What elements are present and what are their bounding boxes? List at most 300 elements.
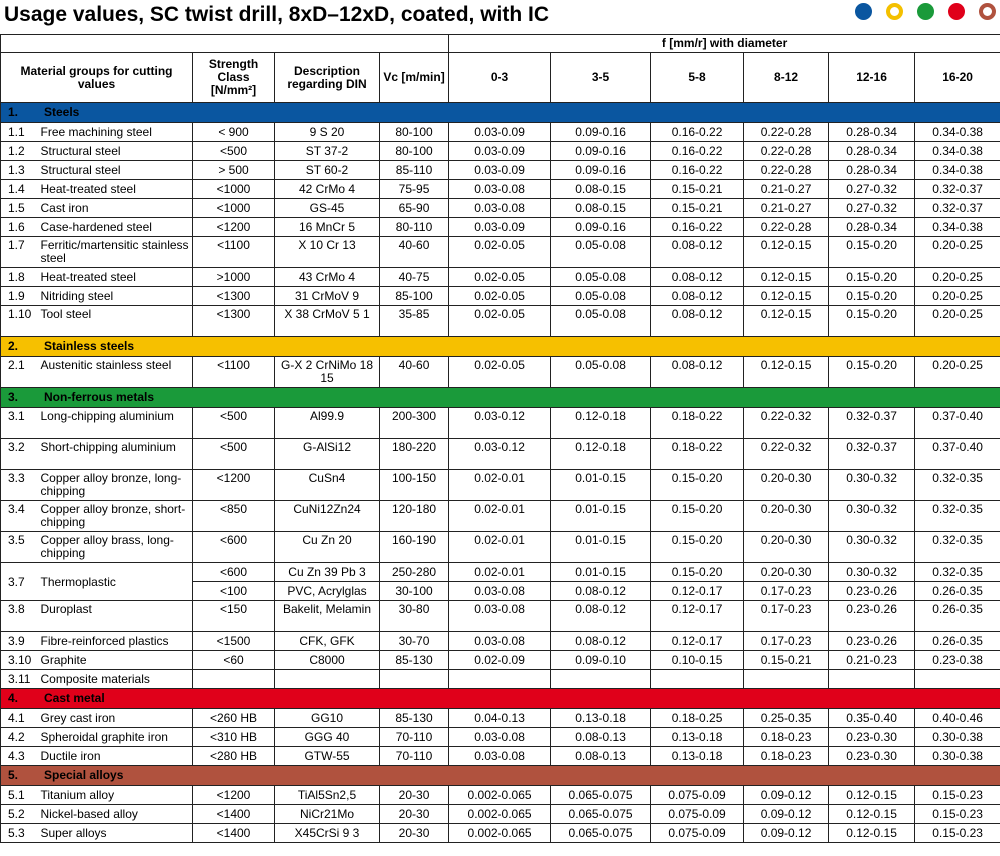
vc-value: 70-110 (380, 747, 449, 766)
feed-value-8-12: 0.18-0.23 (744, 728, 829, 747)
feed-value-3-5: 0.05-0.08 (551, 287, 651, 306)
table-row (1, 786, 1000, 805)
feed-value-3-5: 0.12-0.18 (551, 408, 651, 439)
feed-value-8-12: 0.12-0.15 (744, 287, 829, 306)
feed-value-5-8: 0.08-0.12 (651, 268, 744, 287)
strength-class (193, 670, 275, 689)
header-diameter-3-5: 3-5 (551, 53, 651, 103)
material-name: Structural steel (39, 161, 193, 180)
feed-value-0-3: 0.02-0.05 (449, 268, 551, 287)
table-row (1, 237, 1000, 268)
feed-value-0-3 (449, 670, 551, 689)
feed-value-5-8: 0.16-0.22 (651, 218, 744, 237)
feed-value-0-3: 0.02-0.05 (449, 357, 551, 388)
material-name: Heat-treated steel (39, 268, 193, 287)
strength-class: <1100 (193, 357, 275, 388)
feed-value-16-20: 0.32-0.37 (915, 199, 1000, 218)
feed-value-3-5: 0.08-0.15 (551, 180, 651, 199)
feed-value-0-3: 0.04-0.13 (449, 709, 551, 728)
feed-value-3-5: 0.13-0.18 (551, 709, 651, 728)
feed-value-12-16: 0.28-0.34 (829, 123, 915, 142)
table-row (1, 268, 1000, 287)
row-number: 1.1 (1, 123, 39, 142)
strength-class: <1300 (193, 287, 275, 306)
header-material: Material groups for cutting values (1, 53, 193, 103)
din-description: 43 CrMo 4 (275, 268, 380, 287)
strength-class: <500 (193, 408, 275, 439)
feed-value-5-8 (651, 670, 744, 689)
feed-value-5-8: 0.15-0.20 (651, 532, 744, 563)
feed-value-3-5: 0.05-0.08 (551, 268, 651, 287)
row-number: 5.2 (1, 805, 39, 824)
feed-value-16-20: 0.32-0.35 (915, 501, 1000, 532)
feed-value-0-3: 0.03-0.08 (449, 180, 551, 199)
feed-value-5-8: 0.16-0.22 (651, 123, 744, 142)
strength-class: > 500 (193, 161, 275, 180)
strength-class: <150 (193, 601, 275, 632)
section-number: 2. (8, 339, 19, 353)
feed-value-5-8: 0.18-0.22 (651, 408, 744, 439)
material-name: Long-chipping aluminium (39, 408, 193, 439)
header-diameter-16-20: 16-20 (915, 53, 1000, 103)
feed-value-8-12: 0.09-0.12 (744, 805, 829, 824)
vc-value: 65-90 (380, 199, 449, 218)
feed-value-3-5: 0.05-0.08 (551, 357, 651, 388)
feed-value-8-12 (744, 670, 829, 689)
feed-value-3-5: 0.05-0.08 (551, 306, 651, 337)
feed-value-5-8: 0.15-0.20 (651, 501, 744, 532)
row-number: 3.10 (1, 651, 39, 670)
vc-value: 75-95 (380, 180, 449, 199)
red-dot (948, 3, 965, 20)
feed-value-5-8: 0.15-0.20 (651, 563, 744, 582)
row-number: 1.3 (1, 161, 39, 180)
feed-value-0-3: 0.002-0.065 (449, 805, 551, 824)
feed-value-0-3: 0.03-0.09 (449, 161, 551, 180)
feed-value-0-3: 0.02-0.09 (449, 651, 551, 670)
feed-value-5-8: 0.12-0.17 (651, 582, 744, 601)
feed-value-3-5: 0.08-0.12 (551, 582, 651, 601)
feed-value-12-16: 0.23-0.26 (829, 632, 915, 651)
feed-value-12-16 (829, 670, 915, 689)
table-row (1, 747, 1000, 766)
green-dot (917, 3, 934, 20)
feed-value-3-5: 0.08-0.15 (551, 199, 651, 218)
din-description: G-AlSi12 (275, 439, 380, 470)
din-description: C8000 (275, 651, 380, 670)
page-title: Usage values, SC twist drill, 8xD–12xD, coated, with IC (4, 3, 550, 26)
row-number: 3.2 (1, 439, 39, 470)
feed-value-12-16: 0.21-0.23 (829, 651, 915, 670)
strength-class: < 900 (193, 123, 275, 142)
strength-class: <1200 (193, 470, 275, 501)
row-number: 1.4 (1, 180, 39, 199)
feed-value-5-8: 0.075-0.09 (651, 786, 744, 805)
strength-class: <1300 (193, 306, 275, 337)
din-description: TiAl5Sn2,5 (275, 786, 380, 805)
material-name: Thermoplastic (39, 563, 193, 601)
row-number: 1.9 (1, 287, 39, 306)
feed-value-16-20: 0.23-0.38 (915, 651, 1000, 670)
material-name: Copper alloy bronze, short-chipping (39, 501, 193, 532)
feed-value-16-20: 0.30-0.38 (915, 747, 1000, 766)
feed-value-12-16: 0.12-0.15 (829, 805, 915, 824)
din-description: 16 MnCr 5 (275, 218, 380, 237)
vc-value: 80-110 (380, 218, 449, 237)
feed-value-5-8: 0.15-0.20 (651, 470, 744, 501)
row-number: 3.5 (1, 532, 39, 563)
feed-value-8-12: 0.20-0.30 (744, 501, 829, 532)
feed-value-0-3: 0.03-0.08 (449, 601, 551, 632)
material-name: Structural steel (39, 142, 193, 161)
feed-value-16-20: 0.30-0.38 (915, 728, 1000, 747)
feed-value-0-3: 0.03-0.12 (449, 408, 551, 439)
header-diameter-8-12: 8-12 (744, 53, 829, 103)
feed-value-8-12: 0.22-0.28 (744, 123, 829, 142)
title-bar (0, 0, 1000, 34)
feed-value-16-20: 0.32-0.35 (915, 470, 1000, 501)
feed-value-8-12: 0.12-0.15 (744, 357, 829, 388)
material-name: Heat-treated steel (39, 180, 193, 199)
row-number: 3.4 (1, 501, 39, 532)
table-row (1, 824, 1000, 843)
feed-value-16-20: 0.15-0.23 (915, 824, 1000, 843)
feed-value-16-20: 0.26-0.35 (915, 582, 1000, 601)
feed-value-0-3: 0.03-0.09 (449, 142, 551, 161)
section-header (1, 103, 1000, 123)
feed-value-16-20: 0.20-0.25 (915, 268, 1000, 287)
feed-value-8-12: 0.20-0.30 (744, 532, 829, 563)
feed-value-12-16: 0.23-0.30 (829, 728, 915, 747)
feed-value-8-12: 0.17-0.23 (744, 601, 829, 632)
material-name: Fibre-reinforced plastics (39, 632, 193, 651)
header-description: Description regarding DIN (275, 53, 380, 103)
din-description: CuNi12Zn24 (275, 501, 380, 532)
vc-value: 200-300 (380, 408, 449, 439)
table-row (1, 357, 1000, 388)
din-description: PVC, Acrylglas (275, 582, 380, 601)
table-row (1, 161, 1000, 180)
feed-value-3-5: 0.01-0.15 (551, 501, 651, 532)
din-description: GS-45 (275, 199, 380, 218)
feed-value-16-20: 0.20-0.25 (915, 287, 1000, 306)
feed-value-12-16: 0.28-0.34 (829, 218, 915, 237)
din-description: CuSn4 (275, 470, 380, 501)
section-header-row (1, 103, 1000, 123)
feed-value-16-20: 0.26-0.35 (915, 601, 1000, 632)
feed-value-16-20: 0.20-0.25 (915, 357, 1000, 388)
table-row (1, 805, 1000, 824)
feed-value-3-5: 0.08-0.12 (551, 632, 651, 651)
table-row (1, 439, 1000, 470)
feed-value-12-16: 0.28-0.34 (829, 161, 915, 180)
material-name: Nickel-based alloy (39, 805, 193, 824)
vc-value: 20-30 (380, 824, 449, 843)
din-description: CFK, GFK (275, 632, 380, 651)
strength-class: <1200 (193, 218, 275, 237)
feed-value-3-5: 0.065-0.075 (551, 786, 651, 805)
material-name: Graphite (39, 651, 193, 670)
din-description: Cu Zn 20 (275, 532, 380, 563)
feed-value-0-3: 0.03-0.08 (449, 582, 551, 601)
section-header (1, 388, 1000, 408)
feed-value-3-5: 0.09-0.16 (551, 161, 651, 180)
feed-value-12-16: 0.30-0.32 (829, 470, 915, 501)
feed-value-12-16: 0.27-0.32 (829, 199, 915, 218)
feed-value-0-3: 0.03-0.08 (449, 728, 551, 747)
din-description: ST 37-2 (275, 142, 380, 161)
vc-value: 40-60 (380, 357, 449, 388)
vc-value: 85-130 (380, 709, 449, 728)
feed-value-8-12: 0.25-0.35 (744, 709, 829, 728)
strength-class: <500 (193, 142, 275, 161)
strength-class: >1000 (193, 268, 275, 287)
feed-value-5-8: 0.075-0.09 (651, 824, 744, 843)
feed-value-5-8: 0.10-0.15 (651, 651, 744, 670)
feed-value-0-3: 0.002-0.065 (449, 786, 551, 805)
feed-value-3-5: 0.08-0.13 (551, 747, 651, 766)
material-name: Free machining steel (39, 123, 193, 142)
feed-value-16-20: 0.32-0.35 (915, 532, 1000, 563)
feed-value-8-12: 0.22-0.28 (744, 142, 829, 161)
din-description: G-X 2 CrNiMo 18 15 (275, 357, 380, 388)
din-description: Al99.9 (275, 408, 380, 439)
table-row (1, 651, 1000, 670)
header-vc: Vc [m/min] (380, 53, 449, 103)
vc-value (380, 670, 449, 689)
material-name: Grey cast iron (39, 709, 193, 728)
vc-value: 85-110 (380, 161, 449, 180)
material-name: Ferritic/martensitic stainless steel (39, 237, 193, 268)
feed-value-0-3: 0.02-0.05 (449, 306, 551, 337)
feed-value-3-5: 0.09-0.16 (551, 142, 651, 161)
row-number: 5.3 (1, 824, 39, 843)
feed-value-3-5: 0.065-0.075 (551, 805, 651, 824)
feed-value-12-16: 0.15-0.20 (829, 237, 915, 268)
vc-value: 80-100 (380, 142, 449, 161)
feed-value-5-8: 0.075-0.09 (651, 805, 744, 824)
table-row (1, 670, 1000, 689)
strength-class: <600 (193, 532, 275, 563)
feed-value-12-16: 0.30-0.32 (829, 532, 915, 563)
table-row (1, 408, 1000, 439)
feed-value-8-12: 0.20-0.30 (744, 470, 829, 501)
feed-value-5-8: 0.16-0.22 (651, 161, 744, 180)
section-header (1, 766, 1000, 786)
strength-class: <260 HB (193, 709, 275, 728)
feed-value-3-5: 0.09-0.10 (551, 651, 651, 670)
section-header-row (1, 388, 1000, 408)
vc-value: 85-100 (380, 287, 449, 306)
section-label: Stainless steels (44, 339, 135, 353)
row-number: 3.3 (1, 470, 39, 501)
material-name: Titanium alloy (39, 786, 193, 805)
table-row (1, 218, 1000, 237)
din-description: X 38 CrMoV 5 1 (275, 306, 380, 337)
table-row (1, 563, 1000, 582)
vc-value: 40-60 (380, 237, 449, 268)
feed-value-16-20: 0.26-0.35 (915, 632, 1000, 651)
feed-value-5-8: 0.12-0.17 (651, 632, 744, 651)
strength-class: <1500 (193, 632, 275, 651)
table-row (1, 601, 1000, 632)
feed-value-16-20: 0.15-0.23 (915, 805, 1000, 824)
feed-value-8-12: 0.18-0.23 (744, 747, 829, 766)
feed-value-0-3: 0.02-0.05 (449, 287, 551, 306)
feed-value-8-12: 0.09-0.12 (744, 786, 829, 805)
feed-value-8-12: 0.15-0.21 (744, 651, 829, 670)
feed-value-16-20: 0.37-0.40 (915, 439, 1000, 470)
feed-value-0-3: 0.03-0.08 (449, 199, 551, 218)
header-diameter-0-3: 0-3 (449, 53, 551, 103)
din-description: 9 S 20 (275, 123, 380, 142)
category-color-legend (855, 3, 996, 20)
table-row (1, 123, 1000, 142)
table-row (1, 142, 1000, 161)
feed-value-16-20: 0.34-0.38 (915, 142, 1000, 161)
header-empty (1, 35, 449, 53)
feed-value-8-12: 0.21-0.27 (744, 199, 829, 218)
feed-value-5-8: 0.08-0.12 (651, 357, 744, 388)
feed-value-3-5: 0.065-0.075 (551, 824, 651, 843)
din-description: X 10 Cr 13 (275, 237, 380, 268)
material-name: Super alloys (39, 824, 193, 843)
din-description: GG10 (275, 709, 380, 728)
feed-value-3-5: 0.01-0.15 (551, 470, 651, 501)
row-number: 1.10 (1, 306, 39, 337)
vc-value: 70-110 (380, 728, 449, 747)
feed-value-0-3: 0.02-0.01 (449, 532, 551, 563)
material-name: Copper alloy bronze, long-chipping (39, 470, 193, 501)
row-number: 3.9 (1, 632, 39, 651)
vc-value: 160-190 (380, 532, 449, 563)
brown-ring-dot (979, 3, 996, 20)
section-label: Cast metal (44, 691, 105, 705)
strength-class: <1000 (193, 199, 275, 218)
feed-value-8-12: 0.21-0.27 (744, 180, 829, 199)
feed-value-3-5: 0.01-0.15 (551, 563, 651, 582)
feed-value-8-12: 0.12-0.15 (744, 306, 829, 337)
feed-value-0-3: 0.02-0.01 (449, 563, 551, 582)
feed-value-8-12: 0.22-0.32 (744, 408, 829, 439)
feed-value-3-5: 0.09-0.16 (551, 218, 651, 237)
row-number: 3.11 (1, 670, 39, 689)
section-number: 5. (8, 768, 19, 782)
feed-value-8-12: 0.12-0.15 (744, 268, 829, 287)
table-row (1, 306, 1000, 337)
feed-value-8-12: 0.12-0.15 (744, 237, 829, 268)
vc-value: 40-75 (380, 268, 449, 287)
vc-value: 30-100 (380, 582, 449, 601)
feed-value-12-16: 0.15-0.20 (829, 268, 915, 287)
feed-value-16-20: 0.34-0.38 (915, 218, 1000, 237)
section-header-row (1, 337, 1000, 357)
row-number: 2.1 (1, 357, 39, 388)
vc-value: 80-100 (380, 123, 449, 142)
feed-value-3-5: 0.08-0.13 (551, 728, 651, 747)
din-description (275, 670, 380, 689)
strength-class: <1000 (193, 180, 275, 199)
strength-class: <60 (193, 651, 275, 670)
feed-value-12-16: 0.23-0.26 (829, 582, 915, 601)
section-header (1, 337, 1000, 357)
material-name: Case-hardened steel (39, 218, 193, 237)
feed-value-12-16: 0.15-0.20 (829, 287, 915, 306)
vc-value: 20-30 (380, 805, 449, 824)
vc-value: 20-30 (380, 786, 449, 805)
vc-value: 30-80 (380, 601, 449, 632)
feed-value-12-16: 0.28-0.34 (829, 142, 915, 161)
feed-value-8-12: 0.22-0.28 (744, 218, 829, 237)
vc-value: 35-85 (380, 306, 449, 337)
din-description: X45CrSi 9 3 (275, 824, 380, 843)
section-number: 3. (8, 390, 19, 404)
feed-value-16-20: 0.20-0.25 (915, 306, 1000, 337)
material-name: Cast iron (39, 199, 193, 218)
feed-value-16-20: 0.34-0.38 (915, 123, 1000, 142)
din-description: GGG 40 (275, 728, 380, 747)
vc-value: 250-280 (380, 563, 449, 582)
feed-value-16-20: 0.34-0.38 (915, 161, 1000, 180)
feed-value-5-8: 0.13-0.18 (651, 728, 744, 747)
yellow-ring-dot (886, 3, 903, 20)
row-number: 5.1 (1, 786, 39, 805)
feed-value-12-16: 0.30-0.32 (829, 501, 915, 532)
feed-value-12-16: 0.32-0.37 (829, 439, 915, 470)
table-row (1, 501, 1000, 532)
section-header-row (1, 766, 1000, 786)
table-row (1, 632, 1000, 651)
feed-value-12-16: 0.15-0.20 (829, 357, 915, 388)
table-row (1, 180, 1000, 199)
row-number: 1.7 (1, 237, 39, 268)
strength-class: <500 (193, 439, 275, 470)
table-row (1, 470, 1000, 501)
vc-value: 85-130 (380, 651, 449, 670)
feed-value-12-16: 0.12-0.15 (829, 824, 915, 843)
strength-class: <1400 (193, 824, 275, 843)
material-name: Nitriding steel (39, 287, 193, 306)
feed-value-16-20: 0.40-0.46 (915, 709, 1000, 728)
header-f-group: f [mm/r] with diameter (449, 35, 1000, 53)
blue-dot (855, 3, 872, 20)
feed-value-8-12: 0.20-0.30 (744, 563, 829, 582)
row-number: 1.8 (1, 268, 39, 287)
feed-value-0-3: 0.02-0.01 (449, 501, 551, 532)
feed-value-3-5: 0.05-0.08 (551, 237, 651, 268)
din-description: GTW-55 (275, 747, 380, 766)
feed-value-16-20: 0.32-0.37 (915, 180, 1000, 199)
section-label: Non-ferrous metals (44, 390, 155, 404)
feed-value-3-5: 0.09-0.16 (551, 123, 651, 142)
table-row (1, 709, 1000, 728)
feed-value-0-3: 0.03-0.08 (449, 747, 551, 766)
feed-value-16-20: 0.37-0.40 (915, 408, 1000, 439)
feed-value-5-8: 0.08-0.12 (651, 237, 744, 268)
feed-value-5-8: 0.08-0.12 (651, 287, 744, 306)
feed-value-5-8: 0.18-0.22 (651, 439, 744, 470)
din-description: ST 60-2 (275, 161, 380, 180)
strength-class: <280 HB (193, 747, 275, 766)
strength-class: <1100 (193, 237, 275, 268)
section-number: 1. (8, 105, 19, 119)
strength-class: <600 (193, 563, 275, 582)
row-number: 3.7 (1, 563, 39, 601)
feed-value-0-3: 0.02-0.01 (449, 470, 551, 501)
table-row (1, 532, 1000, 563)
strength-class: <1400 (193, 805, 275, 824)
section-header (1, 689, 1000, 709)
